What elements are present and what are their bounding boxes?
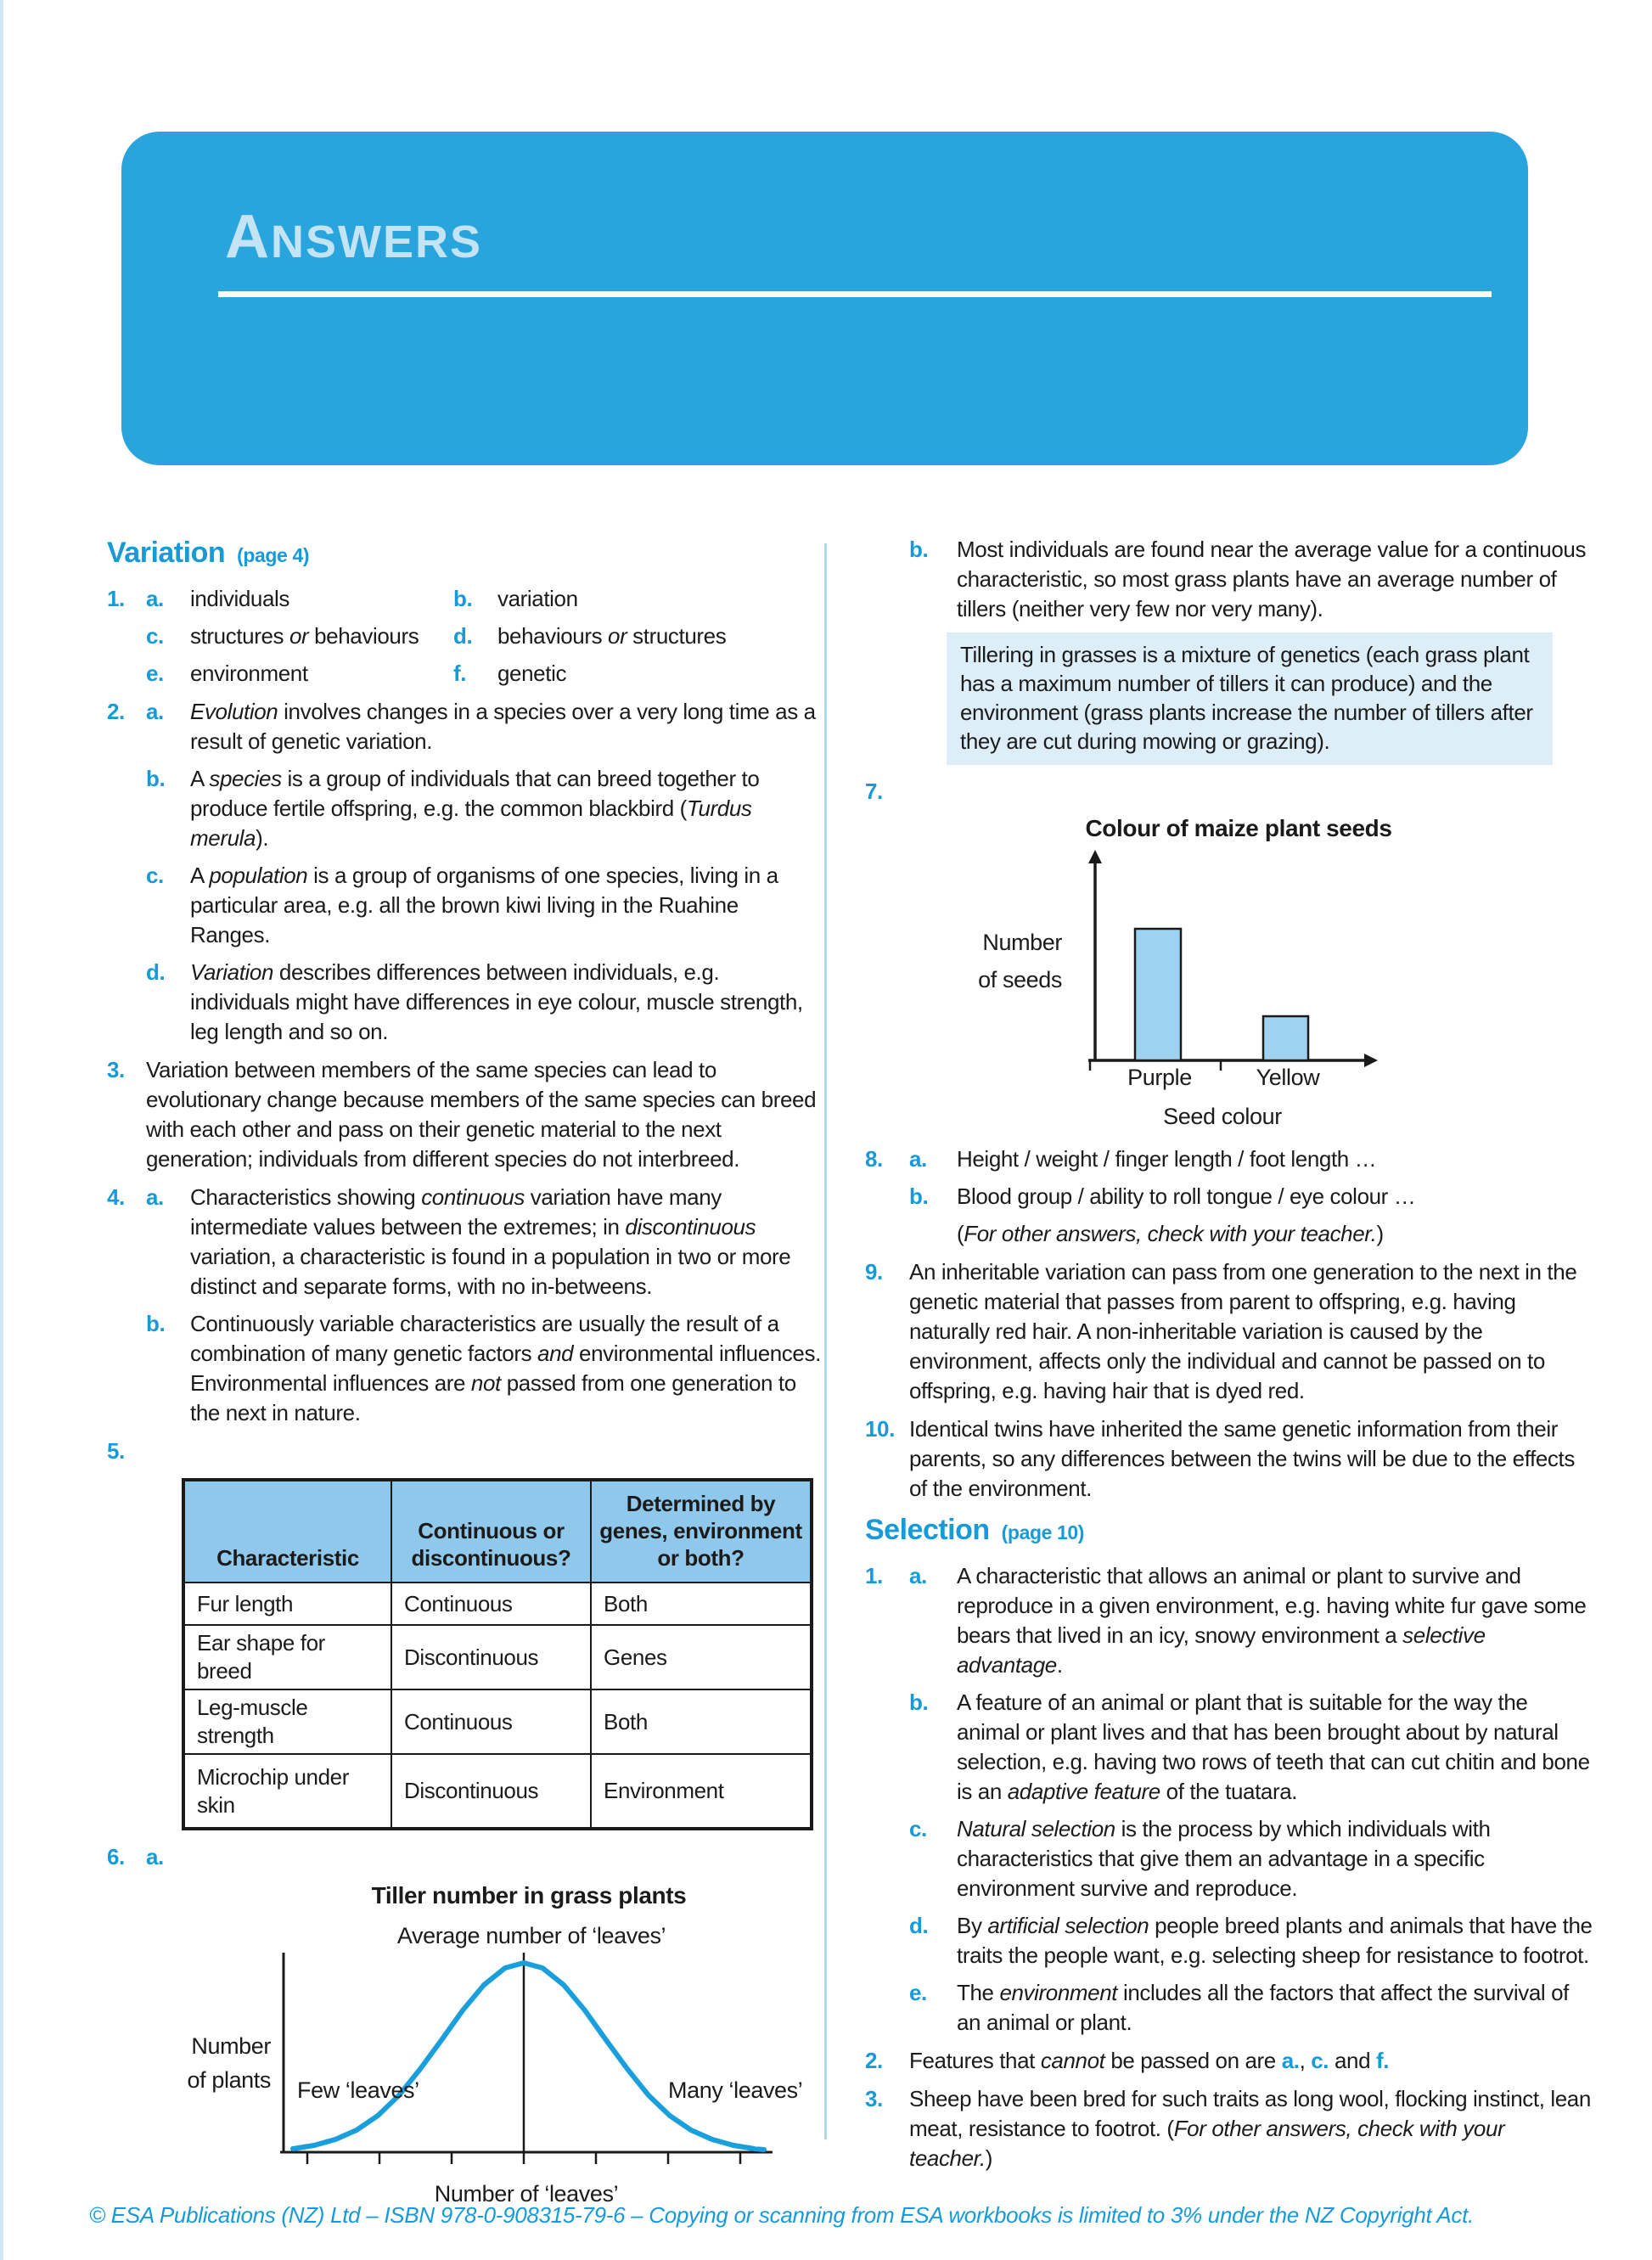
many-leaves-label: Many ‘leaves’: [668, 2077, 803, 2103]
answer-text: environment: [190, 661, 308, 686]
question-number: 6.: [107, 1844, 125, 1869]
x-axis-arrow: [1364, 1054, 1378, 1067]
answer-letter: c.: [909, 1816, 927, 1841]
question-7: [865, 777, 1593, 807]
answer-letter-spacer: [909, 1219, 957, 1249]
answer-text: Sheep have been bred for such traits as long wool, flocking instinct, lean meat, resistance to footrot. (For other answers, check with your teacher.): [909, 2086, 1591, 2171]
table-cell: Continuous: [391, 1583, 591, 1625]
bell-curve: [293, 1963, 764, 2150]
answer-letter: a.: [146, 699, 164, 724]
page-title-initial: A: [225, 203, 271, 271]
tiller-distribution-chart: [107, 1872, 823, 2224]
answer-text: Blood group / ability to roll tongue / eye colour …: [957, 1183, 1416, 1209]
answer-row: [146, 621, 823, 651]
bar-plot: [1086, 849, 1379, 1074]
table-row: [183, 1754, 812, 1829]
question-number: 5.: [107, 1438, 125, 1464]
question-number: 4.: [107, 1184, 125, 1210]
page-title-rest: NSWERS: [271, 216, 483, 267]
question-6: [107, 1842, 823, 1872]
question-1: [107, 584, 823, 689]
question-number: 8.: [865, 1146, 883, 1172]
answer-text: Identical twins have inherited the same genetic information from their parents, so any differences between the twins will be due to the effects of the environment.: [909, 1416, 1575, 1501]
answer-text: structures or behaviours: [190, 623, 419, 649]
answer-text: A feature of an animal or plant that is suitable for the way the animal or plant lives and that has been brought about by natural selection, e.g. having two rows of teeth that can cut chitin and bone is an adaptive feature of the tuatara.: [957, 1689, 1590, 1804]
few-leaves-label: Few ‘leaves’: [297, 2077, 419, 2103]
answer-letter: a.: [146, 1844, 164, 1869]
y-axis-label: Number of plants: [187, 2033, 271, 2093]
answer-text: Evolution involves changes in a species over a very long time as a result of genetic variation.: [190, 699, 816, 754]
answer-text: Features that cannot be passed on are a., c. and f.: [909, 2048, 1390, 2073]
yellow-category-label: Yellow: [1256, 1065, 1320, 1090]
answer-text: variation: [497, 586, 578, 611]
question-10: [865, 1414, 1593, 1504]
question-number: 3.: [107, 1057, 125, 1082]
table-header: Characteristic: [183, 1480, 391, 1583]
section-name: Selection: [865, 1514, 990, 1546]
answer-letter: c.: [146, 623, 164, 649]
page-edge-strip: [0, 0, 3, 2260]
answer-letter: d.: [453, 623, 473, 649]
table-cell: Continuous: [391, 1689, 591, 1754]
question-number: 1.: [865, 1563, 883, 1588]
answer-letter: b.: [909, 1183, 929, 1209]
section-heading-variation: [107, 538, 823, 571]
title-underline: [218, 291, 1492, 297]
answer-letter: a.: [909, 1563, 927, 1588]
purple-bar: [1135, 929, 1181, 1060]
answer-text: The environment includes all the factors that affect the survival of an animal or plant.: [957, 1980, 1569, 2035]
answer-text: Variation between members of the same species can lead to evolutionary change because members of the same species can breed with each other and pass on their genetic material to the next generation; individuals from different species do not interbreed.: [146, 1057, 817, 1172]
x-axis-ticks: [307, 2152, 740, 2164]
question-number: 2.: [107, 699, 125, 724]
answer-text: genetic: [497, 661, 567, 686]
answer-text: Natural selection is the process by which individuals with characteristics that give them an advantage in a specific environment survive and reproduce.: [957, 1816, 1491, 1901]
answer-letter: b.: [453, 586, 473, 611]
answer-text: A species is a group of individuals that can breed together to produce fertile offspring, e.g. the common blackbird (Turdus merula).: [190, 766, 760, 851]
table-row: [183, 1689, 812, 1754]
table-cell: Ear shape for breed: [183, 1625, 391, 1689]
table-header: Determined by genes, environment or both?: [591, 1480, 812, 1583]
section-name: Variation: [107, 537, 226, 569]
table-cell: Fur length: [183, 1583, 391, 1625]
question-8: [865, 1144, 1593, 1249]
table-cell: Discontinuous: [391, 1754, 591, 1829]
yellow-bar: [1263, 1016, 1308, 1060]
answer-letter: a.: [909, 1146, 927, 1172]
answer-text: Height / weight / finger length / foot length …: [957, 1146, 1377, 1172]
purple-category-label: Purple: [1127, 1065, 1192, 1090]
answer-text: A characteristic that allows an animal or plant to survive and reproduce in a given environment, e.g. having white fur gave some bears that lived in an icy, snowy environment a selective advantage.: [957, 1563, 1587, 1678]
x-axis-label: Seed colour: [1163, 1104, 1282, 1129]
answer-row: [146, 584, 823, 614]
answer-text: behaviours or structures: [497, 623, 727, 649]
bell-curve-plot: [280, 1953, 773, 2167]
question-9: [865, 1257, 1593, 1406]
teacher-tip-box: Tillering in grasses is a mixture of genetics (each grass plant has a maximum number of tillers it can produce) and the environment (grass plants increase the number of tillers after they are cut during mowing or grazing).: [947, 632, 1553, 765]
question-2: [107, 697, 823, 1047]
answer-text: By artificial selection people breed plants and animals that have the traits the people want, e.g. selecting sheep for resistance to footrot.: [957, 1913, 1593, 1968]
left-column: [76, 535, 823, 2224]
answer-letter: b.: [909, 1689, 929, 1715]
answer-letter: b.: [146, 1311, 166, 1336]
answer-letter: a.: [146, 1184, 164, 1210]
answer-letter: a.: [146, 586, 164, 611]
table-header: Continuous or discontinuous?: [391, 1480, 591, 1583]
table-cell: Both: [591, 1689, 812, 1754]
section-page-ref: (page 4): [237, 544, 310, 566]
answer-letter: d.: [146, 959, 166, 985]
selection-question-1: [865, 1561, 1593, 2038]
answer-letter: c.: [146, 863, 164, 888]
question-number-spacer: [865, 535, 909, 624]
answer-letter: e.: [146, 661, 164, 686]
answer-text: Variation describes differences between individuals, e.g. individuals might have differences in eye colour, muscle strength, leg length and so on.: [190, 959, 803, 1044]
table-cell: Both: [591, 1583, 812, 1625]
section-heading-selection: [865, 1515, 1593, 1548]
table-cell: Genes: [591, 1625, 812, 1689]
answer-letter: b.: [909, 537, 929, 562]
answer-text: Characteristics showing continuous variation have many intermediate values between the extremes; in discontinuous variation, a characteristic is found in a population in two or more distinct and separate forms, with no in-betweens.: [190, 1184, 791, 1299]
answer-text: individuals: [190, 586, 290, 611]
question-number: 1.: [107, 586, 125, 611]
variation-table: [182, 1478, 813, 1830]
table-cell: Leg-muscle strength: [183, 1689, 391, 1754]
question-5: [107, 1436, 823, 1466]
chart-title: Colour of maize plant seeds: [1085, 815, 1392, 841]
question-number: 3.: [865, 2086, 883, 2111]
table-header-row: [183, 1480, 812, 1583]
answer-text: Most individuals are found near the average value for a continuous characteristic, so most grass plants have an average number of tillers (neither very few nor very many).: [957, 537, 1587, 621]
page-title: [225, 203, 483, 273]
chart-annotation: Average number of ‘leaves’: [396, 1923, 666, 1948]
question-3: [107, 1055, 823, 1174]
answer-row: [146, 659, 823, 689]
y-axis-label: Number of seeds: [978, 930, 1062, 992]
table-cell: Discontinuous: [391, 1625, 591, 1689]
table-row: [183, 1625, 812, 1689]
table-cell: Microchip under skin: [183, 1754, 391, 1829]
question-6b: [865, 535, 1593, 624]
table-row: [183, 1583, 812, 1625]
answers-header-banner: [121, 132, 1528, 465]
question-4: [107, 1183, 823, 1428]
y-axis-arrow: [1088, 850, 1102, 863]
answer-letter: f.: [453, 661, 467, 686]
section-page-ref: (page 10): [1001, 1521, 1085, 1543]
column-divider: [824, 543, 827, 2139]
question-number: 9.: [865, 1259, 883, 1285]
answer-letter: e.: [909, 1980, 927, 2005]
question-number: 10.: [865, 1416, 895, 1442]
maize-seed-colour-chart: [865, 807, 1593, 1144]
answer-text: An inheritable variation can pass from one generation to the next in the genetic material that passes from parent to offspring, e.g. having naturally red hair. A non-inheritable variation is caused by the environment, affects only the individual and cannot be passed on to offspring, e.g. having hair that is dyed red.: [909, 1259, 1577, 1403]
x-axis-label: Number of ‘leaves’: [434, 2181, 619, 2207]
answer-text: A population is a group of organisms of one species, living in a particular area, e.g. all the brown kiwi living in the Ruahine Ranges.: [190, 863, 778, 947]
chart-title: Tiller number in grass plants: [371, 1882, 687, 1909]
right-column: [862, 535, 1593, 2182]
answer-letter: b.: [146, 766, 166, 791]
question-number: 7.: [865, 779, 883, 804]
copyright-footer: © ESA Publications (NZ) Ltd – ISBN 978-0-908315-79-6 – Copying or scanning from ESA workbooks is limited to 3% under the NZ Copyright Act.: [89, 2202, 1474, 2228]
answer-note: (For other answers, check with your teacher.): [957, 1221, 1384, 1246]
selection-question-3: [865, 2084, 1593, 2173]
question-number: 2.: [865, 2048, 883, 2073]
answer-text: Continuously variable characteristics are usually the result of a combination of many genetic factors and environmental influences. Environmental influences are not passed from one generation to the next in nature.: [190, 1311, 821, 1425]
selection-question-2: [865, 2046, 1593, 2076]
answer-letter: d.: [909, 1913, 929, 1938]
table-cell: Environment: [591, 1754, 812, 1829]
